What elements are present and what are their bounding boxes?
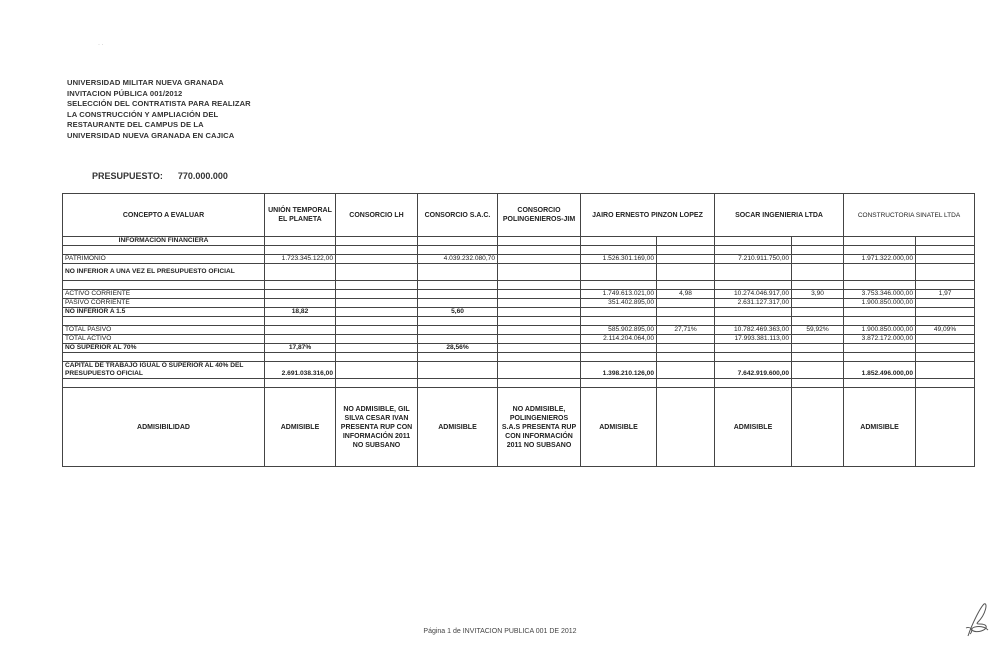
table-cell: 1.398.210.126,00 — [581, 362, 657, 379]
table-cell: 1.526.301.169,00 — [581, 255, 657, 264]
table-cell: 2.114.204.064,00 — [581, 335, 657, 344]
status-cell: ADMISIBLE — [581, 388, 657, 467]
scan-speckle: · · — [98, 42, 104, 48]
status-cell: ADMISIBLE — [418, 388, 498, 467]
table-row — [63, 344, 975, 353]
status-cell: NO ADMISIBLE, GIL SILVA CESAR IVAN PRESENTA RUP CON INFORMACIÓN 2011 NO SUBSANO — [336, 388, 418, 467]
table-row — [63, 326, 975, 335]
document-header — [67, 78, 251, 141]
page-footer — [0, 628, 1000, 635]
row-label: NO INFERIOR A 1.5 — [63, 308, 265, 317]
table-cell: 10.274.046.917,00 — [715, 290, 792, 299]
row-label: PASIVO CORRIENTE — [63, 299, 265, 308]
col-header-concept: CONCEPTO A EVALUAR — [63, 194, 265, 237]
row-label: ADMISIBILIDAD — [63, 388, 265, 467]
table-row — [63, 264, 975, 281]
status-cell: ADMISIBLE — [844, 388, 916, 467]
table-header-row — [63, 194, 975, 237]
table-row — [63, 255, 975, 264]
row-label: CAPITAL DE TRABAJO IGUAL O SUPERIOR AL 40% DEL PRESUPUESTO OFICIAL — [63, 362, 265, 379]
table-cell: 17,87% — [265, 344, 336, 353]
header-line: UNIVERSIDAD MILITAR NUEVA GRANADA — [67, 78, 224, 87]
table-cell: 585.902.895,00 — [581, 326, 657, 335]
status-cell: NO ADMISIBLE, POLINGENIEROS S.A.S PRESENTA RUP CON INFORMACIÓN 2011 NO SUBSANO — [498, 388, 581, 467]
table-cell: 351.402.895,00 — [581, 299, 657, 308]
table-cell: 10.782.469.363,00 — [715, 326, 792, 335]
row-label: NO INFERIOR A UNA VEZ EL PRESUPUESTO OFICIAL — [63, 264, 265, 281]
row-label: NO SUPERIOR AL 70% — [63, 344, 265, 353]
table-cell: 3,90 — [792, 290, 844, 299]
table-row — [63, 237, 975, 246]
table-cell: 1.749.613.021,00 — [581, 290, 657, 299]
table-cell: 59,92% — [792, 326, 844, 335]
header-line: LA CONSTRUCCIÓN Y AMPLIACIÓN DEL — [67, 109, 219, 119]
table-row — [63, 353, 975, 362]
table-row — [63, 281, 975, 290]
header-line: SELECCIÓN DEL CONTRATISTA PARA REALIZAR — [67, 99, 251, 108]
table-cell: 1.852.496.000,00 — [844, 362, 916, 379]
table-cell: 1.971.322.000,00 — [844, 255, 916, 264]
table-cell: 27,71% — [657, 326, 715, 335]
header-line: UNIVERSIDAD NUEVA GRANADA EN CAJICA — [67, 130, 235, 140]
budget-label: PRESUPUESTO: — [92, 171, 163, 181]
section-label: INFORMACION FINANCIERA — [63, 237, 265, 246]
table-cell: 2.631.127.317,00 — [715, 299, 792, 308]
table-row — [63, 308, 975, 317]
table-cell: 4.039.232.080,70 — [418, 255, 498, 264]
budget-line — [92, 171, 228, 181]
col-header-sinatel: CONSTRUCTORIA SINATEL LTDA — [844, 194, 975, 237]
header-line: RESTAURANTE DEL CAMPUS DE LA — [67, 120, 204, 129]
col-header-lh: CONSORCIO LH — [336, 194, 418, 237]
row-label: PATRIMONIO — [63, 255, 265, 264]
col-header-poli: CONSORCIO POLINGENIEROS-JIM — [498, 194, 581, 237]
table-row — [63, 362, 975, 379]
row-label: TOTAL ACTIVO — [63, 335, 265, 344]
table-cell: 3.753.346.000,00 — [844, 290, 916, 299]
row-label: ACTIVO CORRIENTE — [63, 290, 265, 299]
row-label: TOTAL PASIVO — [63, 326, 265, 335]
table-cell: 49,09% — [916, 326, 975, 335]
status-cell: ADMISIBLE — [265, 388, 336, 467]
table-cell: 5,60 — [418, 308, 498, 317]
table-cell: 17.993.381.113,00 — [715, 335, 792, 344]
table-row — [63, 335, 975, 344]
col-header-jairo: JAIRO ERNESTO PINZON LOPEZ — [581, 194, 715, 237]
col-header-union: UNIÓN TEMPORAL EL PLANETA — [265, 194, 336, 237]
admisibilidad-row — [63, 388, 975, 467]
header-line: INVITACION PÚBLICA 001/2012 — [67, 88, 183, 98]
table-row — [63, 290, 975, 299]
col-header-socar: SOCAR INGENIERIA LTDA — [715, 194, 844, 237]
table-cell: 7.642.919.600,00 — [715, 362, 792, 379]
table-cell: 18,82 — [265, 308, 336, 317]
budget-value: 770.000.000 — [177, 171, 228, 181]
table-cell: 4,98 — [657, 290, 715, 299]
table-cell: 1.900.850.000,00 — [844, 299, 916, 308]
table-cell: 1.723.345.122,00 — [265, 255, 336, 264]
evaluation-table — [62, 193, 975, 467]
table-cell: 7.210.911.750,00 — [715, 255, 792, 264]
table-row — [63, 299, 975, 308]
table-cell: 1.900.850.000,00 — [844, 326, 916, 335]
footer-text: Página 1 de INVITACION PUBLICA 001 DE 2012 — [423, 628, 577, 635]
col-header-sac: CONSORCIO S.A.C. — [418, 194, 498, 237]
table-cell: 2.691.038.316,00 — [265, 362, 336, 379]
table-cell: 1,97 — [916, 290, 975, 299]
table-cell: 28,56% — [418, 344, 498, 353]
table-row — [63, 379, 975, 388]
table-cell: 3.872.172.000,00 — [844, 335, 916, 344]
table-row — [63, 317, 975, 326]
status-cell: ADMISIBLE — [715, 388, 792, 467]
signature-scribble — [962, 600, 992, 640]
table-row — [63, 246, 975, 255]
